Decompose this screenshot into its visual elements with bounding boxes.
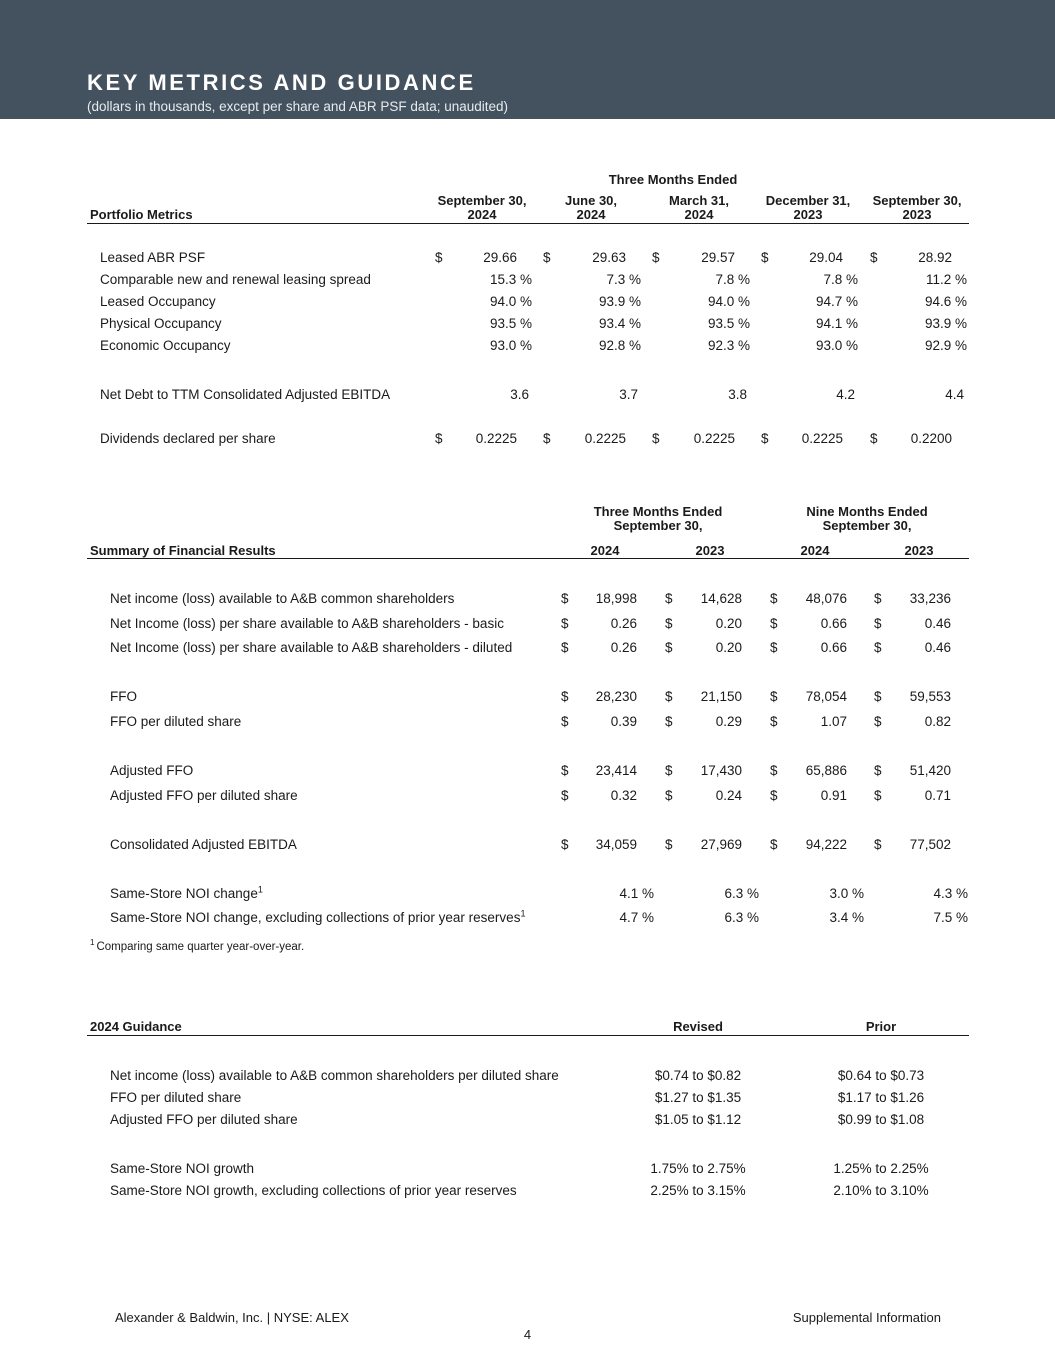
currency-symbol: $ (770, 640, 778, 655)
prior-value: $0.64 to $0.73 (837, 1068, 925, 1083)
table-cell: 0.46 (924, 640, 951, 655)
table-cell: 0.66 (820, 640, 847, 655)
footnote-mark: 1 (90, 938, 95, 948)
page-number: 4 (523, 1327, 532, 1342)
table-cell: 3.4 % (829, 910, 864, 925)
table-cell: 78,054 (805, 689, 847, 704)
row-label: Physical Occupancy (100, 316, 222, 331)
table-cell: 7.8 % (823, 272, 858, 287)
prior-value: $1.17 to $1.26 (837, 1090, 925, 1105)
column-header-year: 2023 (904, 543, 934, 558)
table-cell: 23,414 (595, 763, 637, 778)
revised-value: $1.27 to $1.35 (654, 1090, 742, 1105)
revised-value: 2.25% to 3.15% (650, 1183, 746, 1198)
page-title: KEY METRICS AND GUIDANCE (87, 70, 476, 95)
row-label: Leased Occupancy (100, 294, 216, 309)
group-header: Nine Months Ended (806, 504, 928, 519)
row-label (110, 714, 241, 729)
column-header-year: 2023 (793, 207, 823, 222)
table-cell: 29.04 (809, 250, 843, 265)
column-header-prior: Prior (865, 1019, 897, 1034)
currency-symbol: $ (874, 689, 882, 704)
table-cell: 29.66 (483, 250, 517, 265)
currency-symbol: $ (652, 250, 660, 265)
table-cell: 94.6 % (924, 294, 967, 309)
currency-symbol: $ (561, 788, 569, 803)
row-label: Economic Occupancy (100, 338, 231, 353)
table-cell: 93.5 % (707, 316, 750, 331)
table-cell: 94.7 % (815, 294, 858, 309)
table-cell: 4.2 (836, 387, 855, 402)
table-cell: 92.3 % (707, 338, 750, 353)
column-header-year: 2024 (467, 207, 497, 222)
currency-symbol: $ (561, 591, 569, 606)
row-label (110, 886, 263, 901)
table-cell: 0.26 (610, 640, 637, 655)
row-label-text: Same-Store NOI change, excluding collections of prior year reserves (110, 910, 521, 925)
column-header-date: March 31, (669, 193, 729, 208)
revised-value: $0.74 to $0.82 (654, 1068, 742, 1083)
table-cell: 94.0 % (707, 294, 750, 309)
table-cell: 7.3 % (606, 272, 641, 287)
column-header-year: 2023 (695, 543, 725, 558)
column-header-year: 2024 (590, 543, 620, 558)
currency-symbol: $ (874, 714, 882, 729)
row-label: Leased ABR PSF (100, 250, 206, 265)
currency-symbol: $ (543, 250, 551, 265)
table-cell: 0.82 (924, 714, 951, 729)
table-cell: 6.3 % (724, 910, 759, 925)
table-cell: 93.4 % (598, 316, 641, 331)
table-cell: 0.26 (610, 616, 637, 631)
row-label: Same-Store NOI growth, excluding collections of prior year reserves (110, 1183, 517, 1198)
prior-value: 1.25% to 2.25% (833, 1161, 929, 1176)
table-cell: 0.2225 (475, 431, 517, 446)
table-cell: 4.1 % (619, 886, 654, 901)
row-label: Comparable new and renewal leasing spread (100, 272, 371, 287)
row-label-text: FFO (110, 689, 137, 704)
currency-symbol: $ (761, 431, 769, 446)
currency-symbol: $ (874, 763, 882, 778)
currency-symbol: $ (770, 616, 778, 631)
currency-symbol: $ (665, 689, 673, 704)
table-cell: 29.57 (701, 250, 735, 265)
row-label (110, 640, 512, 655)
currency-symbol: $ (870, 431, 878, 446)
currency-symbol: $ (561, 616, 569, 631)
currency-symbol: $ (761, 250, 769, 265)
table-cell: 29.63 (592, 250, 626, 265)
table-cell: 93.0 % (815, 338, 858, 353)
currency-symbol: $ (770, 714, 778, 729)
group-header: Three Months Ended (593, 504, 723, 519)
table-cell: 3.0 % (829, 886, 864, 901)
section-label: Summary of Financial Results (90, 543, 276, 558)
page-header (0, 0, 1055, 119)
table-cell: 0.24 (715, 788, 742, 803)
table-cell: 4.7 % (619, 910, 654, 925)
table-cell: 7.8 % (715, 272, 750, 287)
section-label: 2024 Guidance (90, 1019, 182, 1034)
row-label (110, 837, 297, 852)
table-cell: 93.5 % (489, 316, 532, 331)
row-label (110, 616, 504, 631)
table-cell: 34,059 (595, 837, 637, 852)
revised-value: 1.75% to 2.75% (650, 1161, 746, 1176)
table-cell: 0.29 (715, 714, 742, 729)
table-cell: 94,222 (805, 837, 847, 852)
currency-symbol: $ (874, 788, 882, 803)
table-cell: 14,628 (700, 591, 742, 606)
currency-symbol: $ (665, 788, 673, 803)
table-cell: 93.9 % (598, 294, 641, 309)
currency-symbol: $ (435, 431, 443, 446)
table-cell: 0.66 (820, 616, 847, 631)
row-label (110, 689, 137, 704)
table-cell: 6.3 % (724, 886, 759, 901)
currency-symbol: $ (874, 640, 882, 655)
column-header-date: September 30, (437, 193, 527, 208)
currency-symbol: $ (874, 591, 882, 606)
row-label-text: Net Income (loss) per share available to A&B shareholders - basic (110, 616, 504, 631)
currency-symbol: $ (561, 837, 569, 852)
section-label: Portfolio Metrics (90, 207, 193, 222)
footer-section: Supplemental Information (792, 1310, 941, 1325)
row-label: Net Debt to TTM Consolidated Adjusted EBITDA (100, 387, 391, 402)
column-header-revised: Revised (673, 1019, 723, 1034)
table-cell: 33,236 (909, 591, 951, 606)
table-cell: 0.32 (610, 788, 637, 803)
currency-symbol: $ (561, 689, 569, 704)
header-rule (87, 223, 969, 224)
row-label-text: Adjusted FFO (110, 763, 194, 778)
table-cell: 65,886 (805, 763, 847, 778)
table-cell: 3.7 (619, 387, 638, 402)
currency-symbol: $ (665, 714, 673, 729)
table-cell: 94.1 % (815, 316, 858, 331)
row-label (110, 763, 193, 778)
group-header: Three Months Ended (608, 172, 738, 187)
currency-symbol: $ (770, 591, 778, 606)
row-label-text: Net income (loss) available to A&B common shareholders (110, 591, 455, 606)
prior-value: $0.99 to $1.08 (837, 1112, 925, 1127)
page-subtitle: (dollars in thousands, except per share and ABR PSF data; unaudited) (87, 99, 509, 114)
currency-symbol: $ (874, 837, 882, 852)
table-cell: 3.6 (510, 387, 529, 402)
row-label (110, 788, 298, 803)
table-cell: 48,076 (805, 591, 847, 606)
table-cell: 0.2200 (910, 431, 952, 446)
currency-symbol: $ (665, 591, 673, 606)
table-cell: 11.2 % (925, 272, 967, 287)
table-cell: 93.9 % (924, 316, 967, 331)
currency-symbol: $ (561, 714, 569, 729)
prior-value: 2.10% to 3.10% (833, 1183, 929, 1198)
table-cell: 77,502 (909, 837, 951, 852)
currency-symbol: $ (770, 837, 778, 852)
footnote-mark: 1 (520, 908, 526, 919)
column-header-year: 2023 (902, 207, 932, 222)
currency-symbol: $ (770, 788, 778, 803)
column-header-date: December 31, (765, 193, 851, 208)
table-cell: 15.3 % (489, 272, 532, 287)
footnote (90, 938, 305, 953)
row-label: Adjusted FFO per diluted share (110, 1112, 298, 1127)
table-cell: 27,969 (700, 837, 742, 852)
table-cell: 0.46 (924, 616, 951, 631)
table-cell: 92.9 % (924, 338, 967, 353)
currency-symbol: $ (652, 431, 660, 446)
table-cell: 0.20 (715, 616, 742, 631)
table-cell: 17,430 (700, 763, 742, 778)
row-label (110, 591, 454, 606)
group-header-sub: September 30, (613, 518, 703, 533)
currency-symbol: $ (665, 616, 673, 631)
row-label-text: FFO per diluted share (110, 714, 242, 729)
header-rule (87, 1035, 969, 1036)
currency-symbol: $ (870, 250, 878, 265)
currency-symbol: $ (665, 837, 673, 852)
table-cell: 18,998 (595, 591, 637, 606)
currency-symbol: $ (435, 250, 443, 265)
currency-symbol: $ (770, 763, 778, 778)
table-cell: 28.92 (918, 250, 952, 265)
currency-symbol: $ (665, 640, 673, 655)
column-header-date: June 30, (564, 193, 618, 208)
table-cell: 0.71 (924, 788, 951, 803)
column-header-year: 2024 (576, 207, 606, 222)
header-rule (87, 558, 969, 559)
row-label-text: Net Income (loss) per share available to A&B shareholders - diluted (110, 640, 513, 655)
revised-value: $1.05 to $1.12 (654, 1112, 742, 1127)
group-header-sub: September 30, (822, 518, 912, 533)
row-label-text: Adjusted FFO per diluted share (110, 788, 298, 803)
row-label: Net income (loss) available to A&B common shareholders per diluted share (110, 1068, 559, 1083)
table-cell: 0.20 (715, 640, 742, 655)
table-cell: 4.3 % (933, 886, 968, 901)
row-label: Dividends declared per share (100, 431, 276, 446)
table-cell: 51,420 (909, 763, 951, 778)
table-cell: 1.07 (820, 714, 847, 729)
table-cell: 92.8 % (598, 338, 641, 353)
table-cell: 3.8 (728, 387, 747, 402)
table-cell: 0.2225 (693, 431, 735, 446)
row-label (110, 910, 525, 925)
footnote-mark: 1 (257, 884, 263, 895)
currency-symbol: $ (561, 640, 569, 655)
table-cell: 0.91 (820, 788, 847, 803)
column-header-year: 2024 (684, 207, 714, 222)
row-label: Same-Store NOI growth (110, 1161, 255, 1176)
table-cell: 7.5 % (933, 910, 968, 925)
currency-symbol: $ (665, 763, 673, 778)
row-label: FFO per diluted share (110, 1090, 242, 1105)
table-cell: 59,553 (909, 689, 951, 704)
column-header-year: 2024 (800, 543, 830, 558)
table-cell: 4.4 (945, 387, 964, 402)
table-cell: 0.2225 (584, 431, 626, 446)
table-cell: 94.0 % (489, 294, 532, 309)
currency-symbol: $ (543, 431, 551, 446)
footnote-text: Comparing same quarter year-over-year. (96, 941, 305, 953)
table-cell: 93.0 % (489, 338, 532, 353)
row-label-text: Consolidated Adjusted EBITDA (110, 837, 297, 852)
currency-symbol: $ (770, 689, 778, 704)
column-header-date: September 30, (872, 193, 962, 208)
table-cell: 0.2225 (801, 431, 843, 446)
currency-symbol: $ (561, 763, 569, 778)
currency-symbol: $ (874, 616, 882, 631)
table-cell: 21,150 (700, 689, 742, 704)
footer-company: Alexander & Baldwin, Inc. | NYSE: ALEX (115, 1310, 349, 1325)
table-cell: 0.39 (610, 714, 637, 729)
row-label-text: Same-Store NOI change (110, 886, 258, 901)
table-cell: 28,230 (595, 689, 637, 704)
